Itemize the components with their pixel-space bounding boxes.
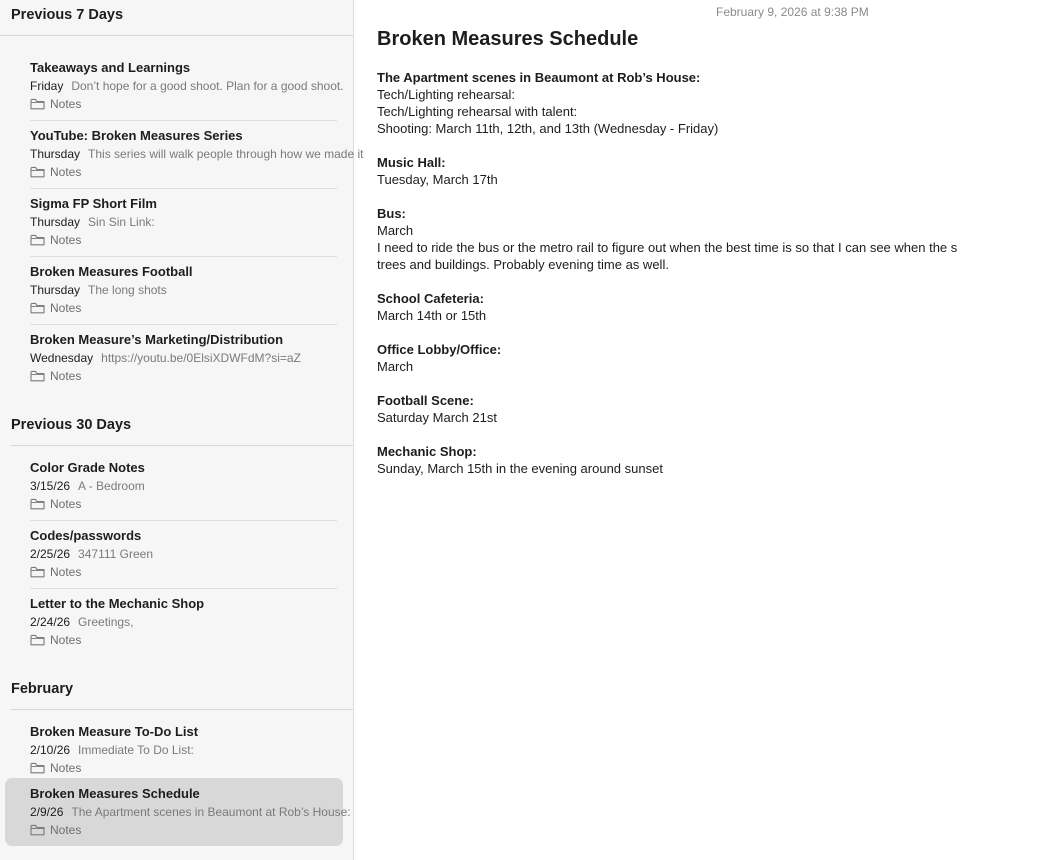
folder-icon — [30, 166, 45, 178]
folder-icon — [30, 370, 45, 382]
note-item-preview: Don’t hope for a good shoot. Plan for a good shoot. — [71, 79, 344, 93]
note-text-line — [377, 273, 1057, 290]
note-item-preview: Immediate To Do List: — [78, 743, 194, 757]
folder-name: Notes — [50, 301, 82, 315]
note-item-date: Thursday — [30, 283, 81, 297]
note-item-date: Thursday — [30, 147, 81, 161]
note-item-meta — [30, 805, 351, 819]
note-item-date: Friday — [30, 79, 64, 93]
folder-name: Notes — [50, 97, 82, 111]
note-item-preview: The Apartment scenes in Beaumont at Rob’s House: — [71, 805, 351, 819]
note-item-preview: A - Bedroom — [78, 479, 145, 493]
note-item-title: Codes/passwords — [30, 528, 142, 543]
note-item-meta — [30, 283, 320, 297]
note-item-title: YouTube: Broken Measures Series — [30, 128, 243, 143]
note-list-item[interactable] — [5, 452, 343, 520]
notes-list-sidebar[interactable] — [0, 0, 364, 860]
note-item-folder — [30, 165, 81, 179]
note-text-line: Tech/Lighting rehearsal: — [377, 87, 516, 102]
note-timestamp: February 9, 2026 at 9:38 PM — [716, 5, 869, 19]
note-list-item[interactable] — [5, 256, 343, 324]
note-list-item[interactable] — [5, 324, 343, 392]
section-divider — [0, 35, 353, 36]
note-title[interactable]: Broken Measures Schedule — [377, 28, 639, 50]
note-list-item[interactable] — [5, 520, 343, 588]
note-item-date: Wednesday — [30, 351, 94, 365]
note-item-meta — [30, 79, 344, 93]
note-item-date: 2/10/26 — [30, 743, 71, 757]
note-item-folder — [30, 761, 81, 775]
note-item-meta — [30, 743, 320, 757]
section-header: Previous 30 Days — [11, 417, 132, 433]
note-item-date: 3/15/26 — [30, 479, 71, 493]
folder-icon — [30, 302, 45, 314]
note-item-meta — [30, 479, 320, 493]
note-heading-line: Office Lobby/Office: — [377, 342, 502, 357]
folder-icon — [30, 634, 45, 646]
folder-icon — [30, 498, 45, 510]
note-item-folder — [30, 301, 81, 315]
note-item-folder — [30, 233, 81, 247]
folder-name: Notes — [50, 233, 82, 247]
note-list-item[interactable] — [5, 716, 343, 784]
folder-icon — [30, 824, 45, 836]
note-list-item[interactable] — [5, 52, 343, 120]
note-heading-line: Football Scene: — [377, 393, 474, 408]
note-list-item[interactable] — [5, 778, 351, 846]
note-text-line — [377, 137, 1057, 154]
note-text-line — [377, 324, 1057, 341]
note-item-title: Sigma FP Short Film — [30, 196, 157, 211]
note-heading-line: Mechanic Shop: — [377, 444, 477, 459]
note-heading-line: Bus: — [377, 206, 406, 221]
section-header: Previous 7 Days — [11, 7, 124, 23]
section-header: February — [11, 681, 74, 697]
section-divider — [11, 445, 353, 446]
note-item-date: 2/9/26 — [30, 805, 64, 819]
folder-name: Notes — [50, 497, 82, 511]
note-text-line — [377, 188, 1057, 205]
note-editor[interactable] — [354, 0, 990, 860]
note-item-meta — [30, 147, 364, 161]
note-list-item[interactable] — [5, 188, 343, 256]
note-item-folder — [30, 369, 81, 383]
note-item-folder — [30, 497, 81, 511]
note-item-date: 2/24/26 — [30, 615, 71, 629]
note-item-folder — [30, 565, 81, 579]
note-text-line: Saturday March 21st — [377, 410, 497, 425]
note-item-date: 2/25/26 — [30, 547, 71, 561]
note-text-line: March — [377, 359, 414, 374]
note-item-meta — [30, 615, 320, 629]
note-item-preview: Greetings, — [78, 615, 134, 629]
note-item-meta — [30, 547, 320, 561]
folder-icon — [30, 234, 45, 246]
note-text-line: trees and buildings. Probably evening time as well. — [377, 257, 669, 272]
folder-name: Notes — [50, 565, 82, 579]
note-text-line: Shooting: March 11th, 12th, and 13th (Wednesday - Friday) — [377, 121, 719, 136]
note-text-line — [377, 375, 1057, 392]
note-body[interactable] — [377, 69, 1057, 477]
folder-name: Notes — [50, 369, 82, 383]
note-item-title: Broken Measure’s Marketing/Distribution — [30, 332, 284, 347]
folder-name: Notes — [50, 633, 82, 647]
note-text-line: March — [377, 223, 414, 238]
note-heading-line: School Cafeteria: — [377, 291, 484, 306]
note-text-line: Tuesday, March 17th — [377, 172, 498, 187]
note-item-folder — [30, 633, 81, 647]
note-list-item[interactable] — [5, 120, 364, 188]
note-text-line — [377, 426, 1057, 443]
note-item-preview: This series will walk people through how we made it — [88, 147, 364, 161]
note-item-preview: https://youtu.be/0ElsiXDWFdM?si=aZ — [101, 351, 301, 365]
note-item-preview: The long shots — [88, 283, 167, 297]
note-item-folder — [30, 823, 81, 837]
note-item-meta — [30, 351, 320, 365]
note-item-title: Broken Measures Football — [30, 264, 193, 279]
note-item-date: Thursday — [30, 215, 81, 229]
folder-name: Notes — [50, 823, 82, 837]
note-item-meta — [30, 215, 320, 229]
note-item-preview: 347111 Green — [78, 547, 153, 561]
note-item-preview: Sin Sin Link: — [88, 215, 155, 229]
note-heading-line: The Apartment scenes in Beaumont at Rob’s House: — [377, 70, 701, 85]
folder-name: Notes — [50, 761, 82, 775]
note-text-line: I need to ride the bus or the metro rail to figure out when the best time is so that I can see when the s — [377, 240, 958, 255]
note-item-title: Broken Measures Schedule — [30, 786, 200, 801]
note-item-title: Broken Measure To-Do List — [30, 724, 199, 739]
note-text-line: Sunday, March 15th in the evening around sunset — [377, 461, 663, 476]
note-item-folder — [30, 97, 81, 111]
folder-icon — [30, 98, 45, 110]
folder-name: Notes — [50, 165, 82, 179]
folder-icon — [30, 762, 45, 774]
note-list-item[interactable] — [5, 588, 343, 656]
note-item-title: Takeaways and Learnings — [30, 60, 191, 75]
note-item-title: Letter to the Mechanic Shop — [30, 596, 205, 611]
folder-icon — [30, 566, 45, 578]
note-item-title: Color Grade Notes — [30, 460, 145, 475]
note-text-line: March 14th or 15th — [377, 308, 487, 323]
note-text-line: Tech/Lighting rehearsal with talent: — [377, 104, 578, 119]
note-heading-line: Music Hall: — [377, 155, 446, 170]
section-divider — [11, 709, 353, 710]
